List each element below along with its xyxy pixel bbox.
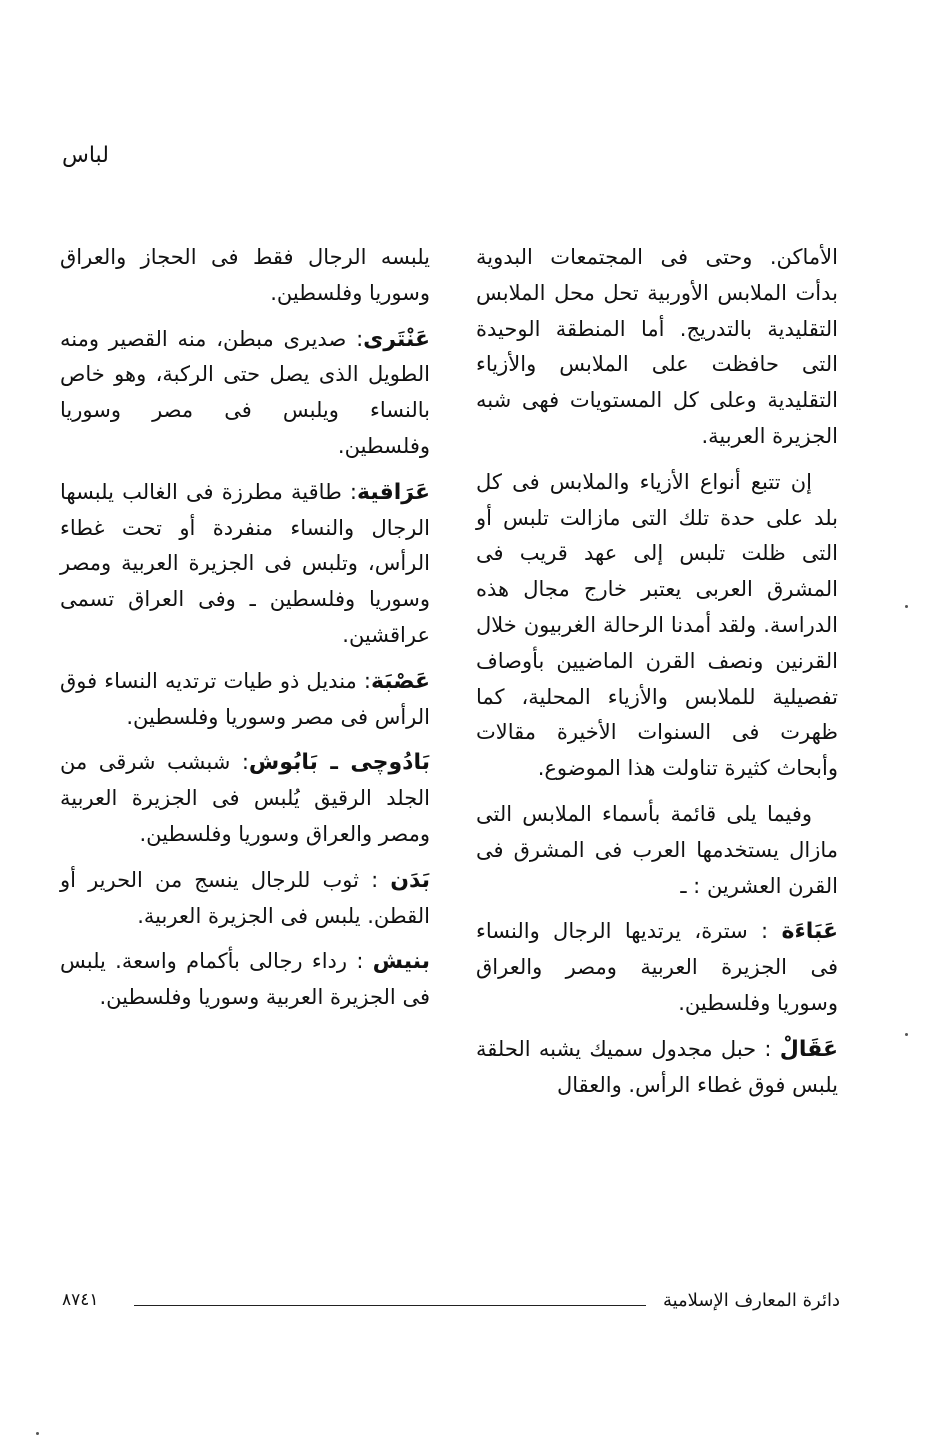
scan-speck (36, 1432, 39, 1435)
entry-term: عَصْبَة (370, 668, 430, 694)
entry-term: عَرَاقية (357, 479, 430, 505)
entry-definition: : شبشب شرقى من الجلد الرقيق يُلبس فى الجزيرة العربية ومصر والعراق وسوريا وفلسطين. (60, 750, 430, 846)
glossary-entry (476, 1032, 838, 1104)
right-column (476, 240, 838, 1113)
entry-term: عَنْتَرى (363, 326, 430, 352)
scan-speck (905, 1033, 908, 1036)
paragraph: يلبسه الرجال فقط فى الحجاز والعراق وسوريا وفلسطين. (60, 245, 430, 305)
entry-term: بنيش (372, 949, 430, 975)
glossary-entry (476, 914, 838, 1021)
page-number: ٨٧٤١ (62, 1290, 99, 1310)
entry-term: بَادُوچى ـ بَابُوش (248, 750, 430, 776)
running-head: لباس (62, 143, 109, 168)
glossary-entry (60, 322, 430, 465)
page-footer (62, 1290, 840, 1320)
scan-speck (905, 605, 908, 608)
entry-definition: : صديرى مبطن، منه القصير ومنه الطويل الذى يصل حتى الركبة، وهو خاص بالنساء ويلبس فى مصر وسوريا وفلسطين. (60, 326, 430, 458)
paragraph: وفيما يلى قائمة بأسماء الملابس التى مازال يستخدمها العرب فى المشرق فى القرن العشرين : ـ (476, 801, 838, 898)
glossary-entry (60, 745, 430, 852)
left-column (60, 240, 430, 1026)
entry-definition: : سترة، يرتديها الرجال والنساء فى الجزيرة العربية ومصر والعراق وسوريا وفلسطين. (476, 919, 838, 1015)
series-title: دائرة المعارف الإسلامية (662, 1290, 840, 1311)
footer-rule (134, 1305, 646, 1306)
entry-definition: : طاقية مطرزة فى الغالب يلبسها الرجال والنساء منفردة أو تحت غطاء الرأس، وتلبس فى الجزيرة العربية ومصر وسوريا وفلسطين ـ وفى العراق تسمى عراقشين. (60, 479, 430, 647)
entry-definition: : رداء رجالى بأكمام واسعة. يلبس فى الجزيرة العربية وسوريا وفلسطين. (60, 949, 430, 1010)
glossary-entry (60, 944, 430, 1016)
entry-term: عَقَالْ (779, 1036, 838, 1062)
entry-term: بَدَن (390, 867, 430, 893)
glossary-entry (60, 664, 430, 736)
paragraph: إن تتبع أنواع الأزياء والملابس فى كل بلد على حدة تلك التى مازالت تلبس أو التى ظلت تلبس إلى عهد قريب فى المشرق العربى يعتبر خارج مجال هذه الدراسة. ولقد أمدنا الرحالة الغربيون خلال القرنين ونصف القرن الماضيين بأوصاف تفصيلية للملابس والأزياء المحلية، كما ظهرت فى السنوات الأخيرة مقالات وأبحاث كثيرة تناولت هذا الموضوع. (476, 469, 838, 781)
glossary-entry (60, 475, 430, 654)
entry-term: عَبَاءَة (781, 919, 838, 945)
entry-definition: : منديل ذو طيات ترتديه النساء فوق الرأس فى مصر وسوريا وفلسطين. (60, 668, 430, 729)
paragraph: الأماكن. وحتى فى المجتمعات البدوية بدأت الملابس الأوربية تحل محل الملابس التقليدية بالتدريج. أما المنطقة الوحيدة التى حافظت على الملابس والأزياء التقليدية وعلى كل المستويات فهى شبه الجزيرة العربية. (476, 245, 838, 448)
entry-definition: : ثوب للرجال ينسج من الحرير أو القطن. يلبس فى الجزيرة العربية. (60, 867, 430, 928)
glossary-entry (60, 863, 430, 935)
entry-definition: : حبل مجدول سميك يشبه الحلقة يلبس فوق غطاء الرأس. والعقال (476, 1036, 838, 1097)
